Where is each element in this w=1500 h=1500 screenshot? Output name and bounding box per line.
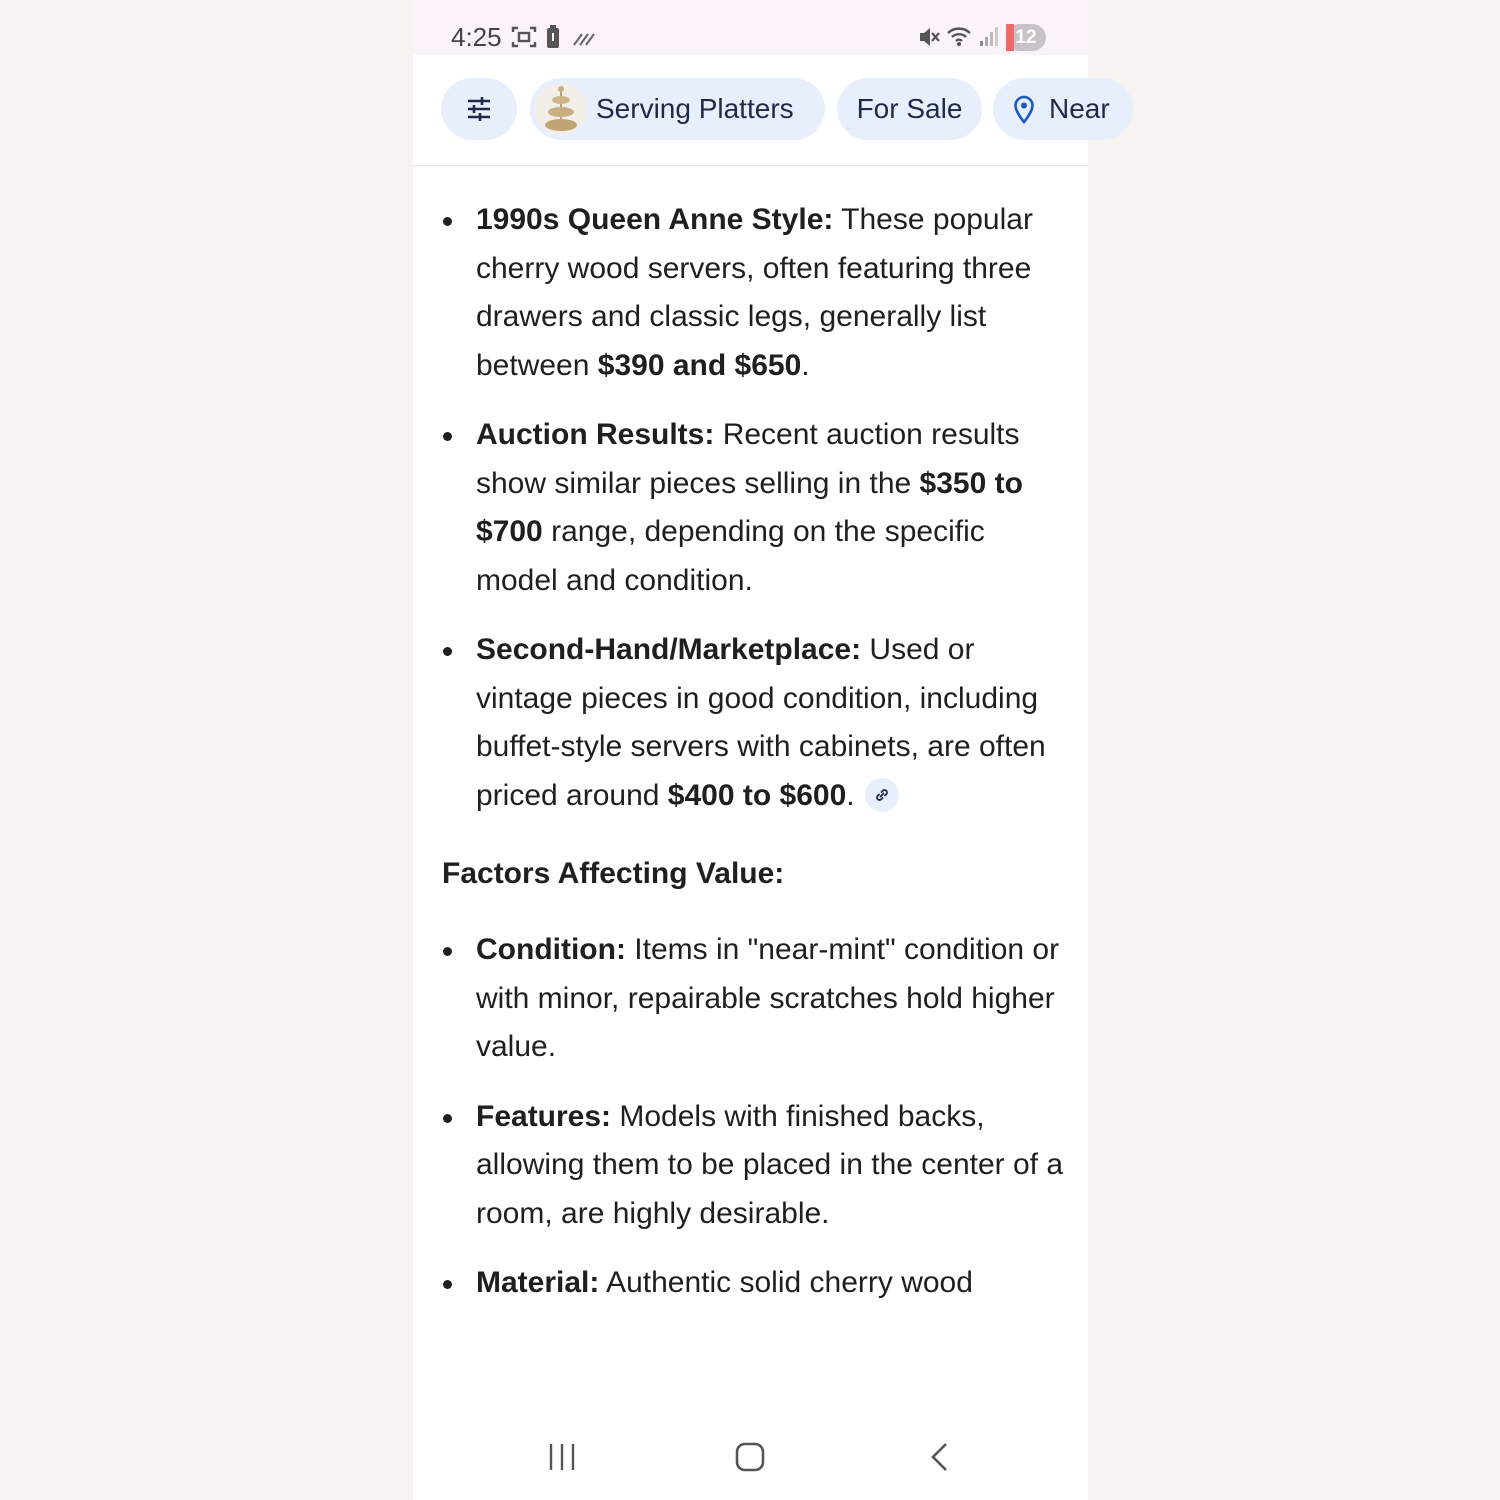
list-item xyxy=(476,926,1068,1072)
sliders-icon xyxy=(466,96,492,122)
list-item xyxy=(476,1093,1068,1239)
near-me-label: Near xyxy=(1049,93,1110,124)
item-text: Recent auction results show similar pieces selling in the xyxy=(476,418,1020,500)
for-sale-chip[interactable] xyxy=(837,78,982,140)
item-text: range, depending on the specific model and condition. xyxy=(476,515,985,597)
answer-content xyxy=(413,166,1088,1416)
list-item xyxy=(476,1259,1068,1308)
serving-platters-chip[interactable] xyxy=(530,78,825,140)
list-item xyxy=(476,626,1068,820)
item-term: Material: xyxy=(476,1266,600,1299)
home-icon[interactable] xyxy=(735,1442,765,1472)
signal-icon xyxy=(979,25,999,47)
factors-heading: Factors Affecting Value: xyxy=(442,857,785,890)
navigation-bar xyxy=(413,1416,1088,1500)
phone-screen xyxy=(413,0,1110,1500)
item-text: Used or vintage pieces in good condition, including buffet-style servers with cabinets, are often priced around xyxy=(476,633,1046,812)
status-time: 4:25 xyxy=(451,22,502,52)
screenshot-icon xyxy=(511,25,537,49)
item-term: 1990s Queen Anne Style: xyxy=(476,203,834,236)
item-text: These popular cherry wood servers, often featuring three drawers and classic legs, generally list between xyxy=(476,203,1033,382)
battery-level-text: 12 xyxy=(1015,27,1037,48)
location-pin-icon xyxy=(1013,95,1035,125)
serving-platter-thumbnail xyxy=(535,83,587,135)
serving-platters-label: Serving Platters xyxy=(596,93,794,124)
status-bar xyxy=(413,0,1088,55)
item-text: Authentic solid cherry wood xyxy=(599,1266,973,1299)
price-range: $350 to $700 xyxy=(476,466,1023,548)
price-range: $390 and $650 xyxy=(597,348,802,382)
item-term: Second-Hand/Marketplace: xyxy=(476,633,862,666)
source-link-button[interactable] xyxy=(865,778,899,812)
tiered-platter-image xyxy=(535,83,587,135)
list-item xyxy=(476,196,1068,390)
link-icon xyxy=(874,787,890,803)
filter-chip[interactable] xyxy=(441,78,517,140)
list-item xyxy=(476,411,1068,605)
item-term: Features: xyxy=(476,1099,612,1133)
item-term: Condition: xyxy=(476,933,626,966)
item-text: Models with finished backs, allowing them to be placed in the center of a room, are highly desirable. xyxy=(476,1099,1064,1230)
near-me-chip[interactable] xyxy=(993,78,1133,140)
for-sale-label: For Sale xyxy=(856,93,963,124)
item-text: . xyxy=(846,778,855,812)
wifi-icon xyxy=(946,25,972,47)
item-text: . xyxy=(801,348,810,382)
battery-level-badge xyxy=(1006,24,1046,51)
pricing-list xyxy=(413,196,1088,820)
factors-list xyxy=(413,926,1088,1308)
filter-chip-bar xyxy=(413,55,1110,166)
battery-saver-icon xyxy=(546,25,560,49)
price-range: $400 to $600 xyxy=(667,778,847,812)
back-icon[interactable] xyxy=(928,1442,950,1472)
item-text: Items in "near-mint" condition or with minor, repairable scratches hold higher value. xyxy=(476,933,1060,1063)
recent-apps-icon[interactable] xyxy=(547,1442,577,1472)
mute-icon xyxy=(918,25,940,49)
data-icon xyxy=(573,30,595,46)
item-term: Auction Results: xyxy=(476,418,715,451)
